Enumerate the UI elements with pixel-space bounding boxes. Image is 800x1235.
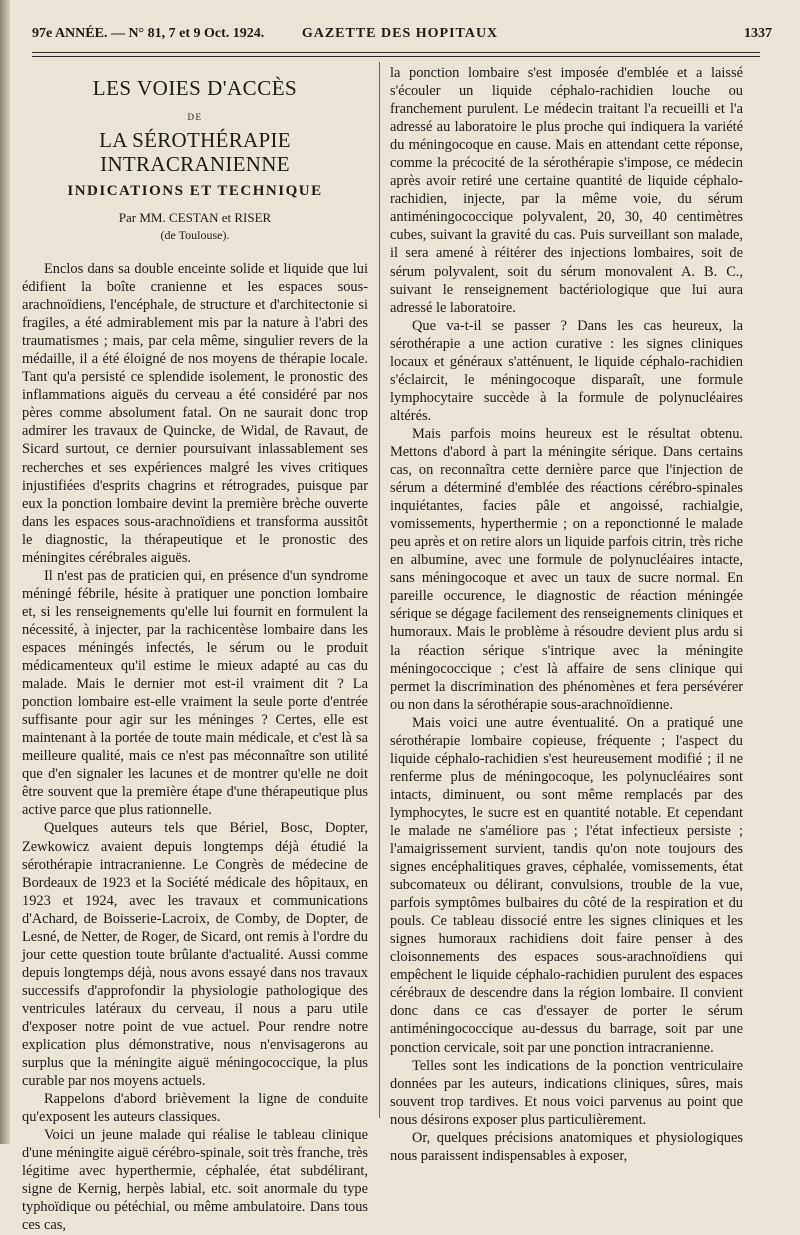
issue-info: 97e ANNÉE. — N° 81, 7 et 9 Oct. 1924.	[32, 26, 265, 41]
paragraph: Mais voici une autre éventualité. On a pratiqué une sérothérapie lombaire copieuse, fréquente ; l'aspect du liquide céphalo-rachidien s'est heureusement modifié ; il ne renferme plus de méningocoque, les polynucléaires sont intacts, diminuent, ou sont même remplacés par des lymphocytes, le sucre est en quantité notable. Et cependant le malade ne s'améliore pas ; l'état infectieux persiste ; l'amaigrissement survient, tandis qu'on note toujours des signes encéphalitiques graves, céphalée, vomissements, état subcomateux ou délirant, convulsions, trouble de la vue, parfois symptômes bulbaires du côté de la respiration et du pouls. Ce tableau dissocié entre les signes cliniques et les signes humoraux rachidiens doit faire penser à des cloisonnements des espaces sous-arachnoïdiens qui empêchent le liquide céphalo-rachidien purulent des espaces cérébraux de descendre dans la région lombaire. Il convient donc dans ce cas d'essayer de porter le sérum antiméningococcique au-dessus du barrage, soit par une ponction cervicale, soit par une ponction intracranienne.	[390, 714, 743, 1056]
right-column	[390, 64, 743, 1164]
article-subtitle: INDICATIONS ET TECHNIQUE	[67, 183, 323, 199]
title-line-1: LES VOIES D'ACCÈS	[92, 76, 298, 100]
paragraph: Mais parfois moins heureux est le résultat obtenu. Mettons d'abord à part la méningite sérique. Dans certains cas, on reconnaîtra cette dernière parce que l'injection de sérum a déterminé d'emblée des réactions cérébro-spinales inquiétantes, facies pâle et angoissé, rachialgie, vomissements, hyperthermie ; on a reponctionné le malade peu après et on retire alors un liquide parfois citrin, très riche en albumine, avec une formule de polynucléaires intacte, sans méningocoque et avec un taux de sucre normal. En pareille occurence, le diagnostic de réaction méningée sérique se dégage facilement des renseignements cliniques et humoraux. Mais le problème à résoudre devient plus ardu si la réaction sérique s'intrique avec la méningite méningococcique ; c'est là affaire de sens clinique qui permet la discrimination des phénomènes et fera persévérer ou non dans la sérothérapie sous-arachnoïdienne.	[390, 425, 743, 713]
column-divider	[379, 62, 380, 1118]
paragraph: Or, quelques précisions anatomiques et physiologiques nous paraissent indispensables à exposer,	[390, 1129, 743, 1164]
page-edge	[0, 0, 10, 1144]
header-rule	[32, 52, 760, 57]
paragraph: Enclos dans sa double enceinte solide et liquide que lui édifient la boîte cranienne et les espaces sous-arachnoïdiens, l'encéphale, de structure et d'architectonie si fragiles, a été admirablement mis par la nature à l'abri des traumatismes ; mais, par cela même, singulier revers de la médaille, il a été éloigné de nos moyens de thérapie locale. Tant qu'a persisté ce splendide isolement, le pronostic des inflammations aiguës du cerveau a été considéré par nos pères comme absolument fatal. On ne saurait donc trop admirer les travaux de Quincke, de Widal, de Ravaut, de Sicard surtout, ce dernier poursuivant inlassablement ses recherches et ses expériences malgré les vives critiques injustifiées d'esprits chagrins et rétrogrades, puisque par eux la ponction lombaire devint la première brèche ouverte dans les espaces sous-arachnoïdiens et transforma aussitôt le diagnostic, la thérapeutique et le pronostic des méningites cérébrales aiguës.	[22, 261, 368, 566]
paragraph: Telles sont les indications de la ponction ventriculaire données par les auteurs, indications cliniques, sûres, mais souvent trop tardives. Et nous voici parvenus au point que nous désirons exposer plus particulièrement.	[390, 1057, 743, 1128]
title-line-2: LA SÉROTHÉRAPIE INTRACRANIENNE	[99, 128, 291, 176]
paragraph: Voici un jeune malade qui réalise le tableau clinique d'une méningite aiguë cérébro-spinale, soit très franche, très légitime avec hyperthermie, céphalée, état subdélirant, signe de Kernig, herpès labial, etc. soit anormale du type typhoïdique ou pétéchial, ou même ambulatoire. Dans tous ces cas,	[22, 1127, 368, 1234]
journal-name: GAZETTE DES HOPITAUX	[301, 26, 499, 41]
running-header	[28, 22, 772, 46]
paragraph: Il n'est pas de praticien qui, en présence d'un syndrome méningé fébrile, hésite à pratiquer une ponction lombaire et, si les renseignements qu'elle lui fournit en formulent la nécessité, à injecter, par la rachicentèse lombaire dans les espaces méningés infectés, le sérum ou le produit médicamenteux qu'il estime le mieux adapté au cas du malade. Mais le dernier mot est-il vraiment dit ? La ponction lombaire est-elle vraiment la seule porte d'entrée suffisante pour agir sur les méninges ? Certes, elle est maintenant à la portée de toute main médicale, et c'est là sa meilleure qualité, mais ce n'est pas méconnaître son utilité que d'en signaler les lacunes et de montrer qu'elle ne doit être souvent que la première étape d'une thérapeutique plus active parce que plus rationnelle.	[22, 567, 368, 819]
paragraph: Que va-t-il se passer ? Dans les cas heureux, la sérothérapie a une action curative : les signes cliniques locaux et généraux s'atténuent, le liquide céphalo-rachidien s'éclaircit, le méningocoque disparaît, une formule lymphocytaire succède à la formule de polynucléaires altérés.	[390, 317, 743, 424]
author-affiliation: (de Toulouse).	[160, 228, 230, 242]
article-heading	[22, 76, 368, 242]
paragraph-continued: la ponction lombaire s'est imposée d'emblée et a laissé s'écouler un liquide céphalo-rachidien louche ou franchement purulent. Le médecin traitant l'a recueilli et l'a adressé au laboratoire le plus proche qui indiquera la variété du méningocoque en cause. Mais en attendant cette réponse, comme la précocité de la sérothérapie s'impose, ce médecin après avoir retiré une certaine quantité de liquide céphalo-rachidien, injecte, par la même voie, du sérum antiméningococcique polyvalent, 20, 30, 40 centimètres cubes, suivant la gravité du cas. Puis surveillant son malade, il sera amené à réitérer des injections lombaires, soit de sérum polyvalent, soit du sérum monovalent A. B. C., suivant le renseignement bactériologique que lui aura adressé le laboratoire.	[390, 65, 743, 316]
article-authors: Par MM. CESTAN et RISER	[118, 210, 272, 225]
title-connector: DE	[187, 112, 203, 122]
paragraph: Rappelons d'abord brièvement la ligne de conduite qu'exposent les auteurs classiques.	[22, 1091, 368, 1126]
left-column	[22, 64, 368, 1234]
paragraph: Quelques auteurs tels que Bériel, Bosc, Dopter, Zewkowicz avaient depuis longtemps déjà étudié la sérothérapie intracranienne. Le Congrès de médecine de Bordeaux de 1923 et la Société médicale des hôpitaux, en 1923 et 1924, avec les travaux et communications d'Achard, de Boisserie-Lacroix, de Comby, de Dopter, de Lesné, de Netter, de Roger, de Sicard, ont remis à l'ordre du jour cette question toute brûlante d'actualité. Aussi comme depuis longtemps déjà, nous avons essayé dans nos travaux successifs d'approfondir la physiologie pathologique des ventricules latéraux du cerveau, il nous a paru utile d'exposer notre point de vue actuel. Pour rendre notre explication plus démonstrative, nous n'envisagerons au surplus que la méningite aiguë méningococcique, la plus curable par nos moyens actuels.	[22, 820, 368, 1090]
page-number: 1337	[744, 26, 772, 41]
